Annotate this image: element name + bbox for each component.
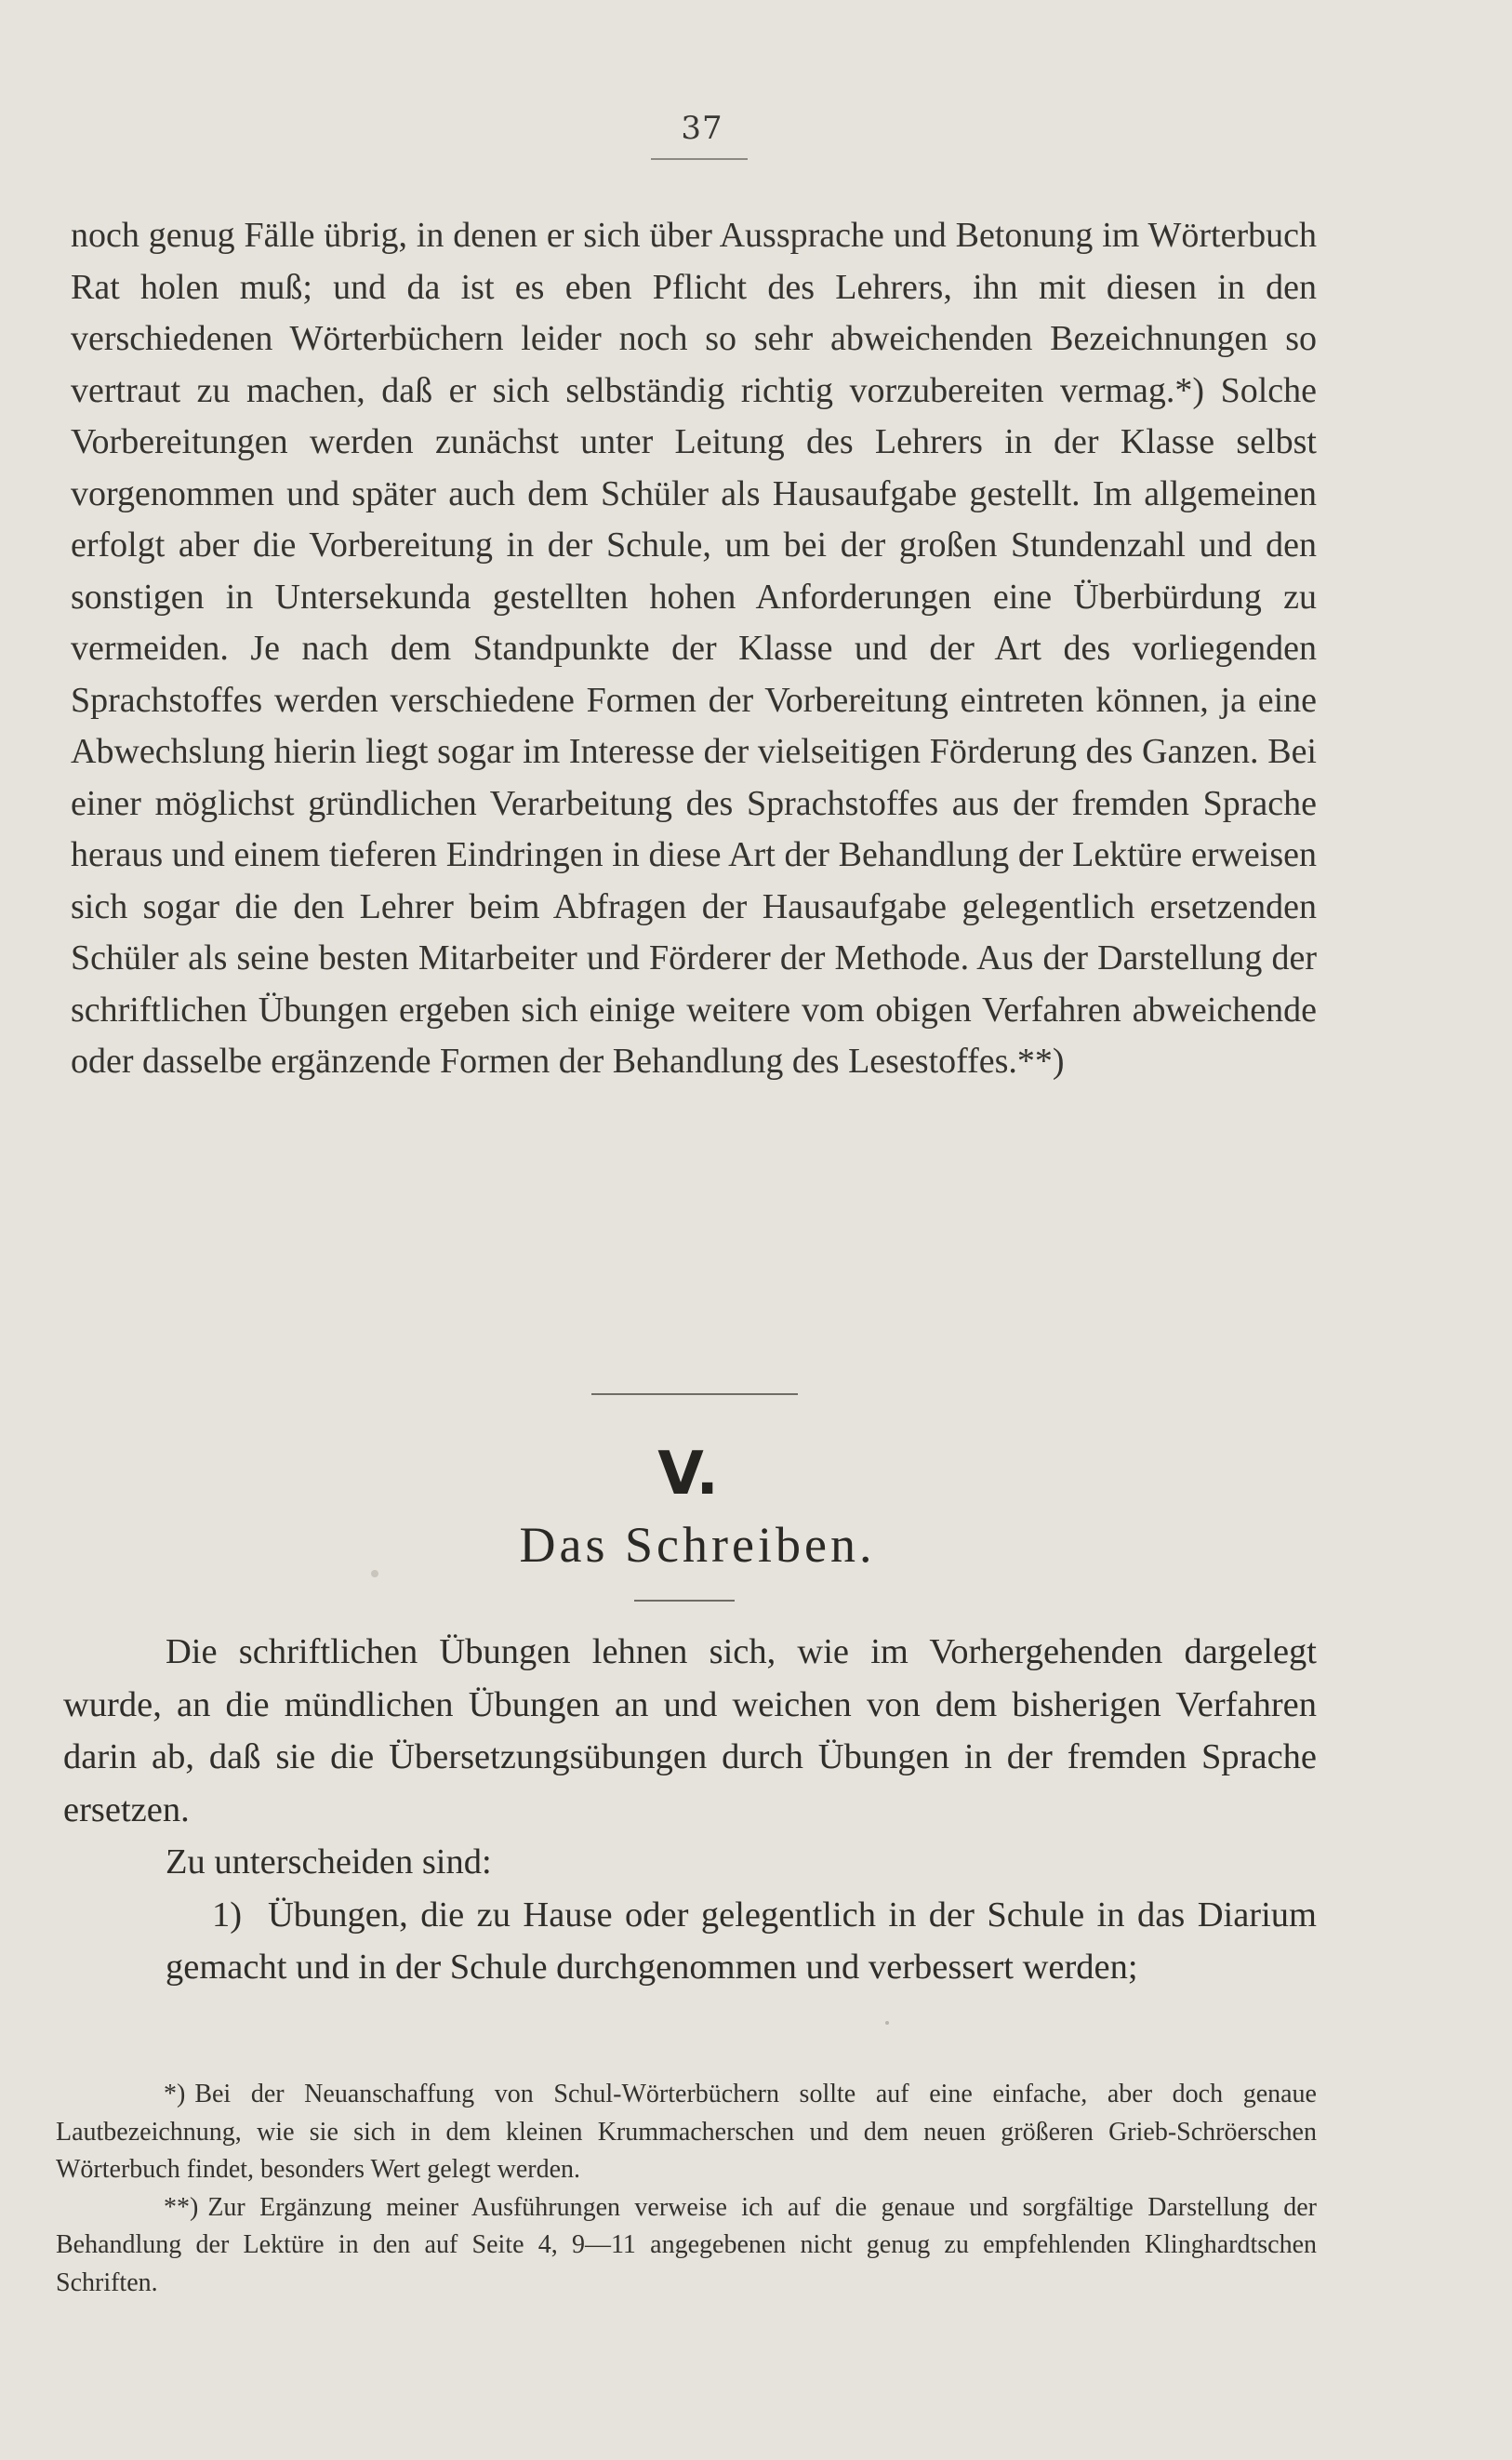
body-paragraph: noch genug Fälle übrig, in denen er sich über Aussprache und Betonung im Wörterbuch Rat holen muß; und da ist es eben Pflicht des Lehrers, ihn mit diesen in den verschiedenen Wörterbüchern leider noch so sehr abweichenden Bezeichnungen so vertraut zu machen, daß er sich selbständig richtig vorzubereiten vermag.*) Solche Vorbereitungen werden zunächst unter Leitung des Lehrers in der Klasse selbst vorgenommen und später auch dem Schüler als Hausaufgabe gestellt. Im allgemeinen erfolgt aber die Vorbereitung in der Schule, um bei der großen Stundenzahl und den sonstigen in Untersekunda gestellten hohen Anforderungen eine Überbürdung zu vermeiden. Je nach dem Standpunkte der Klasse und der Art des vorliegenden Sprachstoffes werden verschiedene Formen der Vorbereitung eintreten können, ja eine Abwechslung hierin liegt sogar im Interesse der vielseitigen Förderung des Ganzen. Bei einer möglichst gründlichen Verarbeitung des Sprachstoffes aus der fremden Sprache heraus und einem tieferen Eindringen in diese Art der Behandlung der Lektüre erweisen sich sogar die den Lehrer beim Abfragen der Hausaufgabe gelegentlich ersetzenden Schüler als seine besten Mitarbeiter und Förderer der Methode. Aus der Darstellung der schriftlichen Übungen ergeben sich einige weitere vom obigen Verfahren abweichende oder dasselbe ergänzende Formen der Behandlung des Lesestoffes.**) xyxy=(71,216,1317,1081)
section-title-rule xyxy=(634,1600,735,1602)
list-item-marker: 1) xyxy=(212,1895,243,1935)
footnote-text: Zur Ergänzung meiner Ausführungen verweise ich auf die genaue und sorgfältige Darstellung der Behandlung der Lektüre in den auf Seite 4, 9—11 angegebenen nicht genug zu empfehlenden Klinghardtschen Schriften. xyxy=(56,2192,1317,2297)
section-number: V. xyxy=(657,1440,719,1509)
section-text-block xyxy=(63,1626,1317,1994)
footnotes-block xyxy=(56,2076,1317,2302)
footnote xyxy=(56,2076,1317,2189)
section-paragraph-distinguish: Zu unterscheiden sind: xyxy=(166,1842,492,1882)
section-divider-rule xyxy=(591,1393,798,1395)
section-title: Das Schreiben. xyxy=(519,1517,876,1573)
list-item-text: Übungen, die zu Hause oder gelegentlich in der Schule in das Diarium gemacht und in der Schule durchgenommen und verbessert werden; xyxy=(166,1895,1317,1987)
section-paragraph-intro: Die schriftlichen Übungen lehnen sich, wie im Vorhergehenden dargelegt wurde, an die mündlichen Übungen an und weichen von dem bisherigen Verfahren darin ab, daß sie die Übersetzungsübungen durch Übungen in der fremden Sprache ersetzen. xyxy=(63,1632,1317,1829)
footnote xyxy=(56,2189,1317,2303)
page-number-rule xyxy=(651,158,748,160)
footnote-marker: **) xyxy=(164,2192,199,2222)
list-item xyxy=(63,1889,1317,1994)
body-text-block xyxy=(71,210,1317,1088)
footnote-text: Bei der Neuanschaffung von Schul-Wörterbüchern sollte auf eine einfache, aber doch genaue Lautbezeichnung, wie sie sich in dem kleinen Krummacherschen und dem neuen größeren Grieb-Schröerschen Wörterbuch findet, besonders Wert gelegt werden. xyxy=(56,2080,1317,2184)
footnote-marker: *) xyxy=(164,2080,186,2108)
page-number: 37 xyxy=(681,110,723,147)
